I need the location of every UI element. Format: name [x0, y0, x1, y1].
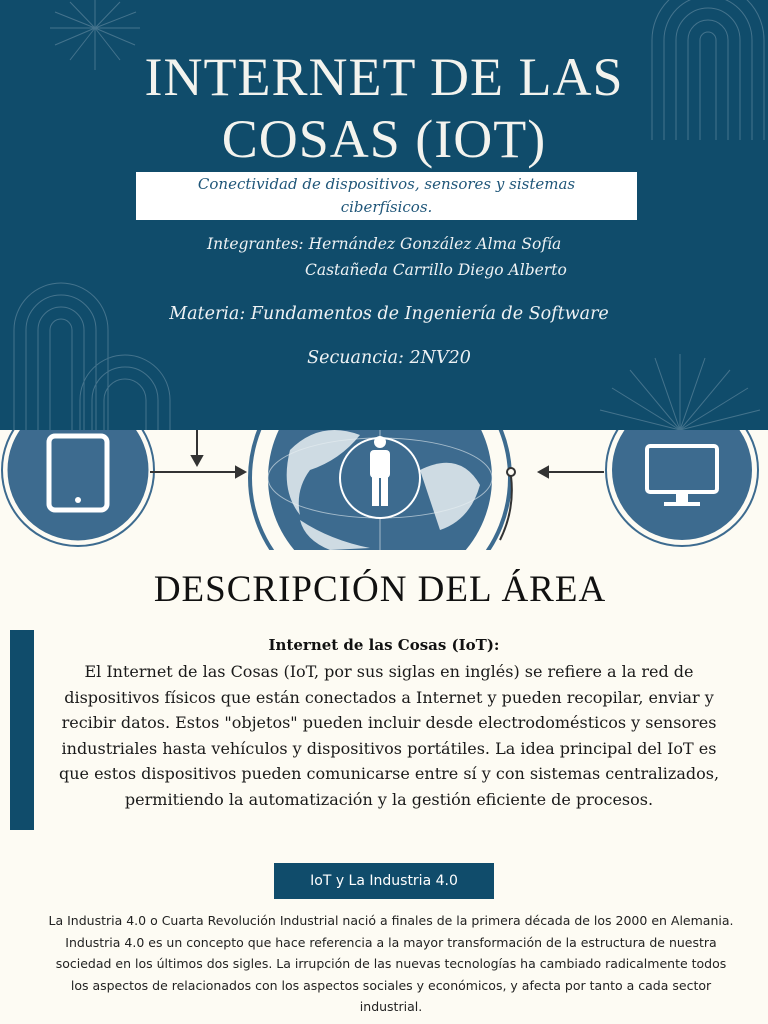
arrow-left	[500, 467, 604, 540]
industry-body: La Industria 4.0 o Cuarta Revolución Industrial nació a finales de la primera década de los 2000 en Alemania. Industria 4.0 es un concepto que hace referencia a la mayor transformación de la estructura de nuestra sociedad en los últimos dos sigles. La irrupción de las nuevas tecnologías ha cambiado radicalmente todos los aspectos de relacionados con los aspectos sociales y económicos, y afecta por tanto a cada sector industrial.	[48, 913, 734, 1014]
monitor-circle	[606, 430, 758, 546]
sequence-line: Secuancia: 2NV20	[307, 348, 471, 368]
section-heading: DESCRIPCIÓN DEL ÁREA	[153, 569, 607, 610]
accent-bar	[10, 630, 34, 830]
page-title-line2: COSAS (IOT)	[221, 109, 547, 169]
description-body: El Internet de las Cosas (IoT, por sus siglas en inglés) se refiere a la red de dispositivos físicos que están conectados a Internet y pueden recopilar, enviar y recibir datos. Estos "objetos" pueden incluir desde electrodomésticos y sensores industriales hasta vehículos y dispositivos portátiles. La idea principal del IoT es que estos dispositivos pueden comunicarse entre sí y con sistemas centralizados, permitiendo la automatización y la gestión eficiente de procesos.	[58, 662, 720, 809]
arrow-right	[150, 467, 245, 477]
members-line2: Castañeda Carrillo Diego Alberto	[305, 261, 567, 279]
arrow-down	[192, 430, 202, 465]
description-title: Internet de las Cosas (IoT):	[268, 636, 500, 654]
members-line1: Integrantes: Hernández González Alma Sofía	[207, 235, 562, 253]
subject-line: Materia: Fundamentos de Ingeniería de Software	[169, 304, 609, 324]
subtitle-box	[136, 172, 637, 220]
hero-header	[0, 0, 768, 430]
iot-illustration	[0, 430, 768, 550]
iot-illustration-banner	[0, 430, 768, 550]
subtitle-line2: ciberfísicos.	[340, 198, 433, 216]
page-title-line1: INTERNET DE LAS	[144, 47, 624, 107]
tablet-circle	[2, 430, 154, 546]
industry-badge: IoT y La Industria 4.0	[274, 863, 494, 899]
subtitle-line1: Conectividad de dispositivos, sensores y sistemas	[197, 175, 576, 193]
